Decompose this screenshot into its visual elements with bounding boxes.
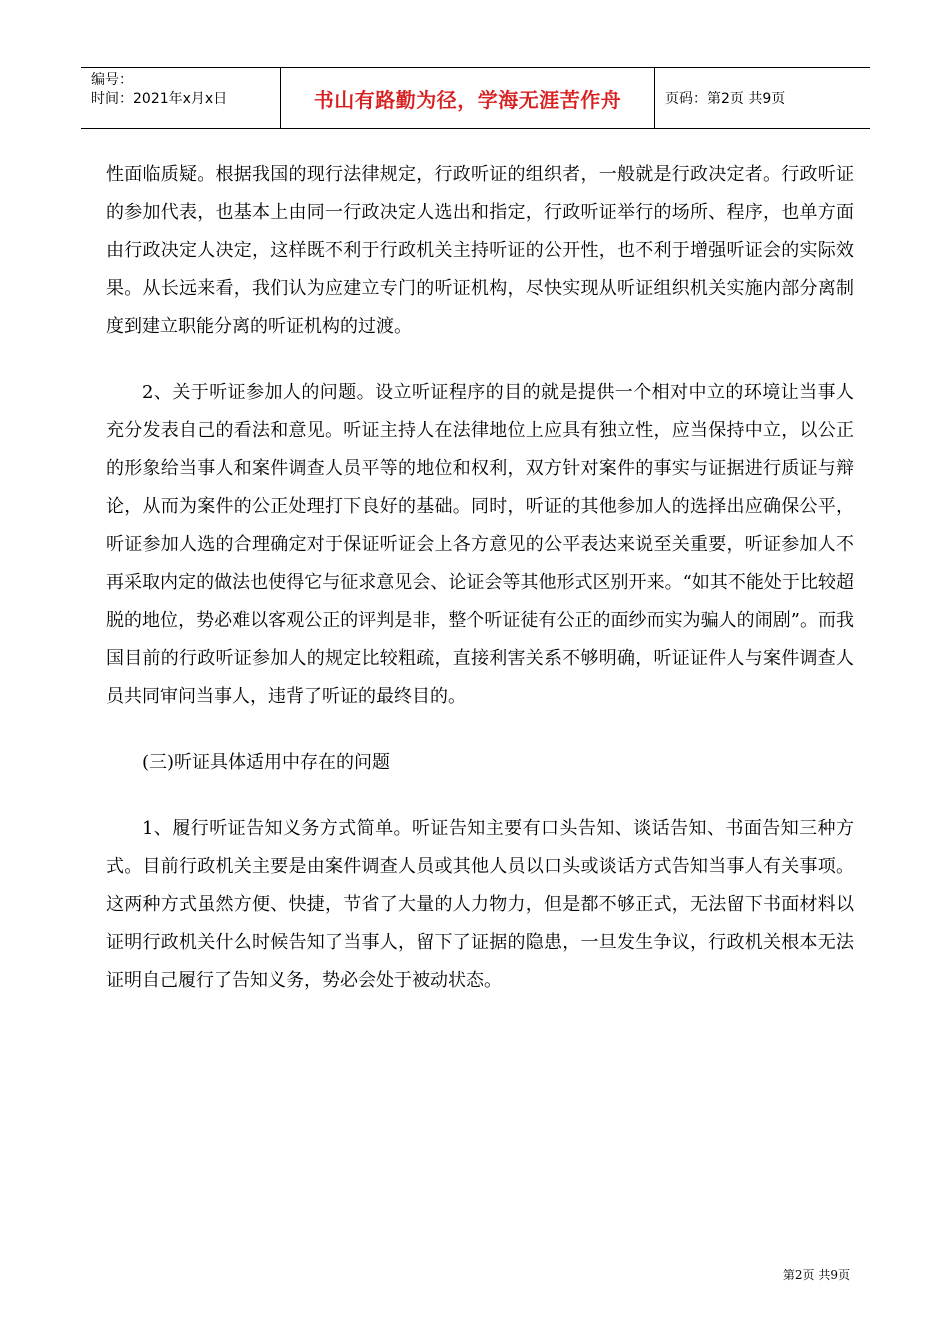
page-number-footer: 第2页 共9页 xyxy=(782,1268,850,1282)
header-meta xyxy=(81,68,281,128)
paragraph: 1、履行听证告知义务方式简单。听证告知主要有口头告知、谈话告知、书面告知三种方式。目前行政机关主要是由案件调查人员或其他人员以口头或谈话方式告知当事人有关事项。这两种方式虽然方便、快捷，节省了大量的人力物力，但是都不够正式，无法留下书面材料以证明行政机关什么时候告知了当事人，留下了证据的隐患，一旦发生争议，行政机关根本无法证明自己履行了告知义务，势必会处于被动状态。 xyxy=(106,818,854,991)
paragraph: 2、关于听证参加人的问题。设立听证程序的目的就是提供一个相对中立的环境让当事人充分发表自己的看法和意见。听证主持人在法律地位上应具有独立性，应当保持中立，以公正的形象给当事人和案件调查人员平等的地位和权利，双方针对案件的事实与证据进行质证与辩论，从而为案件的公正处理打下良好的基础。同时，听证的其他参加人的选择出应确保公平，听证参加人选的合理确定对于保证听证会上各方意见的公平表达来说至关重要，听证参加人不再采取内定的做法也使得它与征求意见会、论证会等其他形式区别开来。“如其不能处于比较超脱的地位，势必难以客观公正的评判是非，整个听证徒有公正的面纱而实为骗人的闹剧”。而我国目前的行政听证参加人的规定比较粗疏，直接利害关系不够明确，听证证件人与案件调查人员共同审问当事人，违背了听证的最终目的。 xyxy=(106,382,854,707)
header-motto: 书山有路勤为径，学海无涯苦作舟 xyxy=(281,68,655,128)
paragraph: 性面临质疑。根据我国的现行法律规定，行政听证的组织者，一般就是行政决定者。行政听证的参加代表，也基本上由同一行政决定人选出和指定，行政听证举行的场所、程序，也单方面由行政决定人决定，这样既不利于行政机关主持听证的公开性，也不利于增强听证会的实际效果。从长远来看，我们认为应建立专门的听证机构，尽快实现从听证组织机关实施内部分离制度到建立职能分离的听证机构的过渡。 xyxy=(106,164,854,337)
date-label: 时间：2021年x月x日 xyxy=(91,91,228,107)
header-page-info: 页码：第2页 共9页 xyxy=(665,91,786,107)
document-body xyxy=(106,156,854,1000)
document-header xyxy=(81,67,870,129)
serial-label: 编号： xyxy=(91,72,133,88)
section-heading: (三)听证具体适用中存在的问题 xyxy=(142,752,391,773)
